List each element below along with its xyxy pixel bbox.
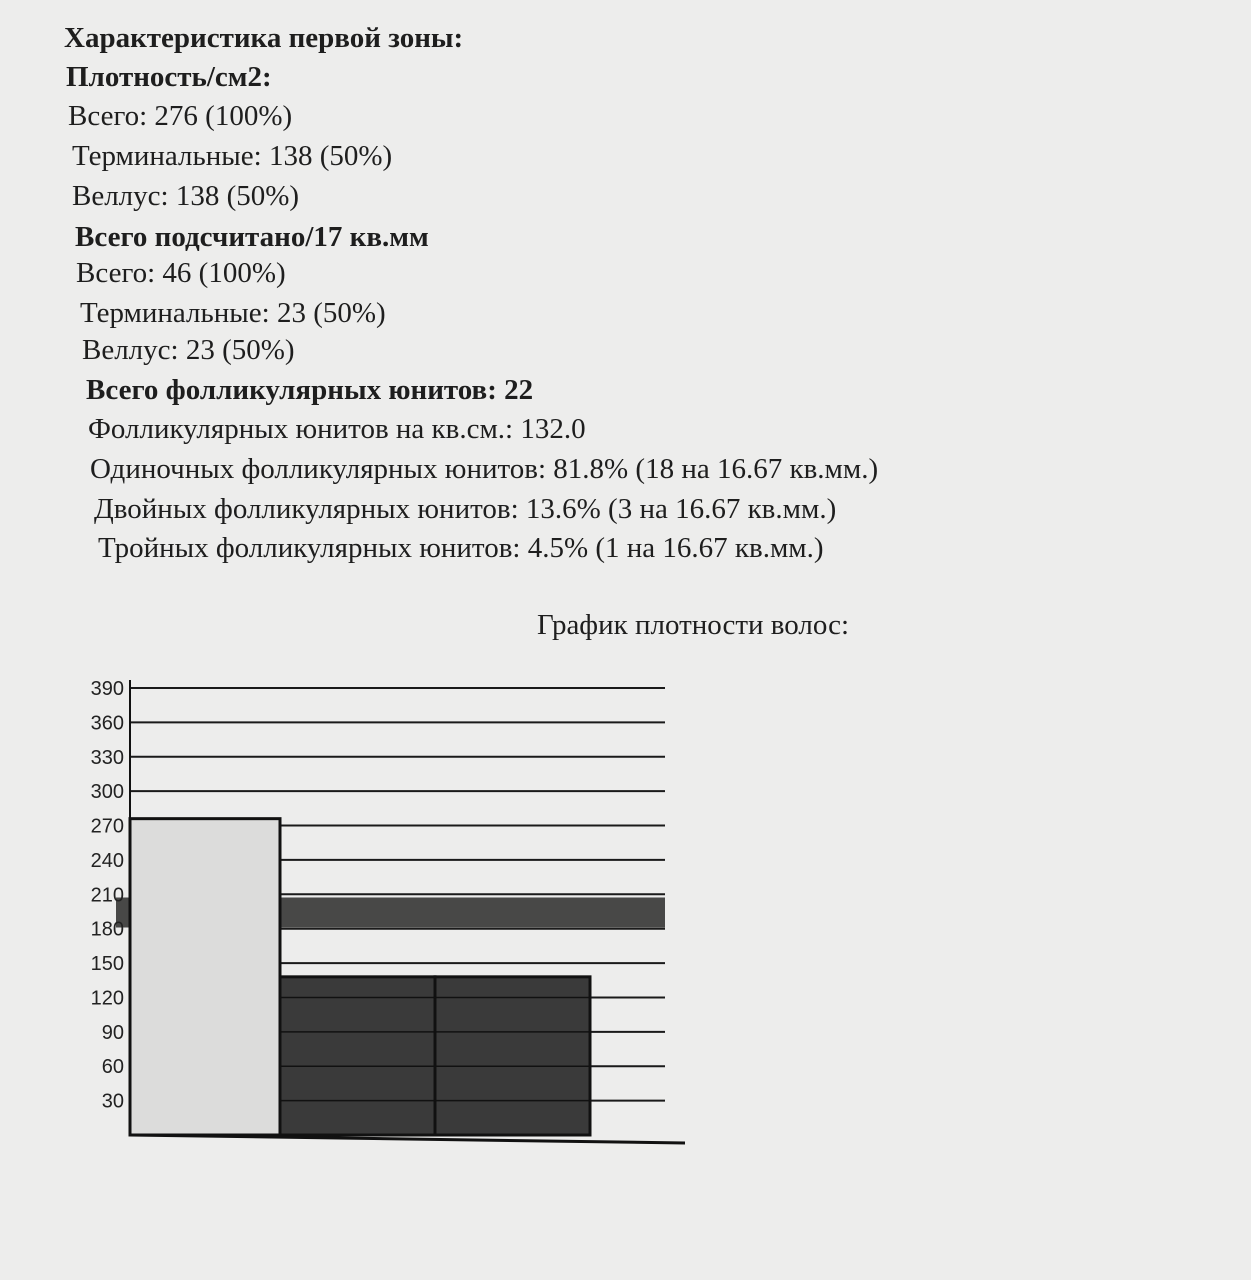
y-tick-label: 60	[101, 1056, 124, 1079]
counted-terminal: Терминальные: 23 (50%)	[80, 297, 386, 329]
chart-title: График плотности волос:	[537, 609, 850, 641]
y-tick-label: 90	[101, 1021, 124, 1044]
density-total: Всего: 276 (100%)	[68, 100, 293, 132]
y-tick-label: 360	[90, 712, 124, 735]
y-tick-layer	[91, 678, 124, 1113]
y-tick-label: 330	[90, 746, 124, 769]
fu-heading: Всего фолликулярных юнитов: 22	[86, 374, 534, 406]
y-tick-label: 390	[90, 678, 124, 700]
y-tick-label: 120	[90, 987, 124, 1010]
counted-vellus: Веллус: 23 (50%)	[82, 334, 295, 366]
y-tick-label: 30	[101, 1090, 124, 1113]
fu-per-cm: Фолликулярных юнитов на кв.см.: 132.0	[88, 413, 586, 445]
y-tick-label: 240	[90, 849, 124, 872]
y-tick-label: 180	[90, 918, 124, 941]
density-terminal: Терминальные: 138 (50%)	[72, 140, 393, 172]
bar-terminal	[280, 977, 435, 1135]
zone-title: Характеристика первой зоны:	[64, 22, 464, 54]
bar-vellus	[435, 977, 590, 1135]
y-tick-label: 210	[90, 884, 124, 907]
bar-total	[130, 819, 280, 1135]
counted-heading: Всего подсчитано/17 кв.мм	[75, 221, 429, 253]
fu-triple: Тройных фолликулярных юнитов: 4.5% (1 на 16.67 кв.мм.)	[98, 532, 824, 564]
fu-double: Двойных фолликулярных юнитов: 13.6% (3 на 16.67 кв.мм.)	[94, 493, 837, 525]
counted-total: Всего: 46 (100%)	[76, 257, 286, 289]
y-tick-label: 150	[90, 953, 124, 976]
density-heading: Плотность/см2:	[66, 61, 272, 93]
bar-layer	[130, 819, 590, 1135]
density-vellus: Веллус: 138 (50%)	[72, 180, 300, 212]
fu-single: Одиночных фолликулярных юнитов: 81.8% (18 на 16.67 кв.мм.)	[90, 453, 879, 485]
y-tick-label: 270	[90, 815, 124, 838]
density-chart	[60, 660, 700, 1220]
y-tick-label: 300	[90, 781, 124, 804]
